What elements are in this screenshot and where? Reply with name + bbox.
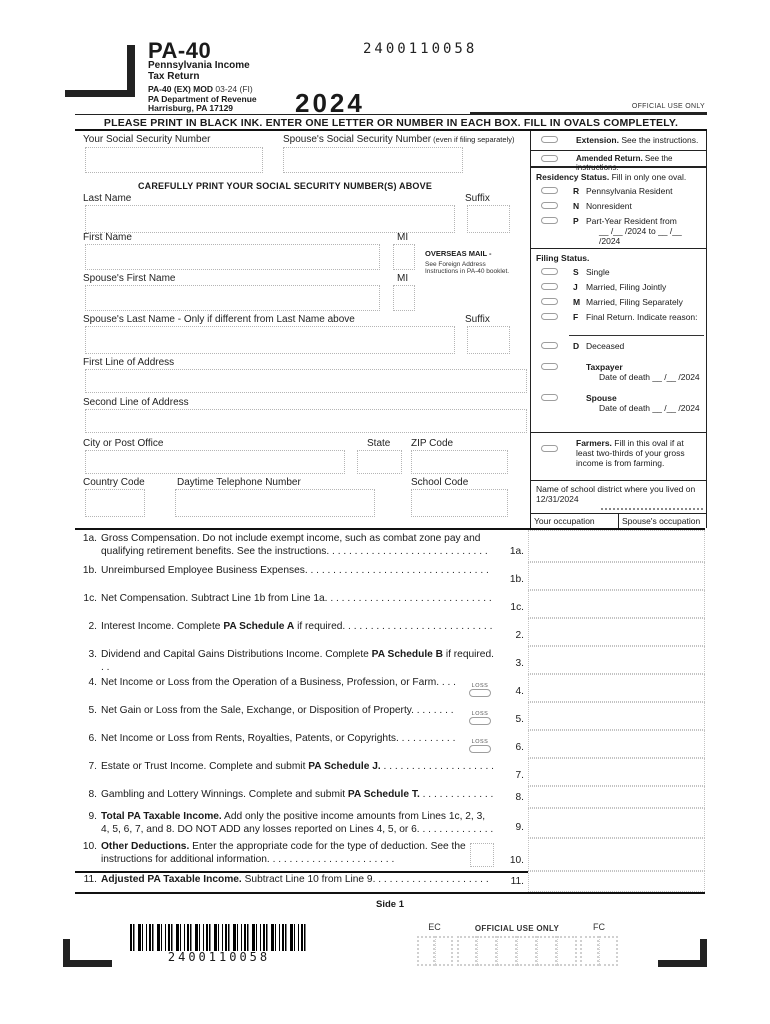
final-return-reason-line[interactable] — [569, 328, 704, 336]
amended-row — [531, 151, 706, 172]
dept-line2: Harrisburg, PA 17129 — [148, 103, 234, 113]
farmers-label: Farmers. — [576, 438, 612, 448]
option-label: Final Return. Indicate reason: — [586, 312, 698, 322]
line-number-start: 1b. — [82, 565, 97, 576]
option-label: Married, Filing Separately — [586, 297, 683, 307]
line-text: Gambling and Lottery Winnings. Complete and submit PA Schedule T. . . . . . . . . . . . . . — [101, 789, 494, 800]
filing-status-section — [531, 249, 706, 433]
amount-box-line-3[interactable] — [528, 646, 705, 674]
option-label: Part-Year Resident from — [586, 216, 677, 226]
line-row-1a — [75, 530, 705, 562]
address2-input[interactable] — [85, 409, 527, 433]
zip-input[interactable] — [411, 450, 508, 474]
phone-label: Daytime Telephone Number — [177, 477, 301, 488]
status-panel — [530, 131, 707, 528]
extension-note: See the instructions. — [618, 135, 699, 145]
taxpayer-death-oval[interactable] — [541, 363, 558, 370]
line-number-end: 11. — [510, 876, 524, 887]
line-row-9 — [75, 808, 705, 838]
state-label: State — [367, 438, 391, 449]
spouse-death-option — [531, 390, 706, 415]
option-code: R — [573, 186, 580, 196]
loss-label: LOSS — [471, 739, 489, 745]
filing-status-option-m — [531, 294, 706, 309]
line-number-start: 4. — [88, 677, 97, 688]
address1-label: First Line of Address — [83, 357, 175, 368]
line-number-start: 9. — [88, 811, 97, 822]
residency-title: Residency Status. — [536, 172, 610, 182]
line-text: Net Income or Loss from Rents, Royalties, Patents, or Copyrights. . . . . . . . . . . — [101, 733, 456, 744]
filing-status-oval-m[interactable] — [541, 298, 558, 305]
zip-label: ZIP Code — [411, 438, 454, 449]
residency-oval-p[interactable] — [541, 217, 558, 224]
spouse-ssn-note: (even if filing separately) — [431, 135, 515, 144]
line-number-end: 10. — [509, 855, 524, 866]
farmers-note: Fill in this oval if at least two-thirds of your gross income is from farming. — [576, 438, 685, 468]
official-use-boxes[interactable] — [457, 936, 577, 966]
option-label: Married, Filing Jointly — [586, 282, 667, 292]
line-number-start: 1a. — [82, 533, 97, 544]
line-number-end: 2. — [515, 630, 524, 641]
form-subtitle-line1: Pennsylvania Income — [148, 60, 250, 71]
barcode — [130, 924, 308, 951]
line-text: Gross Compensation. Do not include exempt income, such as combat zone pay and qualifying retirement benefits. See the instructions. . . . . . . . . . . . . . . . . . . . . . . . . . . . . — [101, 533, 488, 557]
filing-status-oval-s[interactable] — [541, 268, 558, 275]
spouse-death-label: Spouse — [586, 393, 617, 403]
line-number-start: 2. — [88, 621, 97, 632]
document-number: 2400110058 — [363, 41, 478, 57]
line-number-start: 6. — [88, 733, 97, 744]
print-instructions-banner: PLEASE PRINT IN BLACK INK. ENTER ONE LETTER OR NUMBER IN EACH BOX. FILL IN OVALS COMPLETELY. — [75, 114, 707, 131]
corner-mark-bottom-left-horizontal — [63, 960, 112, 967]
country-code-label: Country Code — [83, 477, 145, 488]
rule-above-line-11 — [75, 871, 528, 873]
spouse-death-oval[interactable] — [541, 394, 558, 401]
line-row-1b — [75, 562, 705, 590]
line-number-end: 5. — [515, 714, 524, 725]
deceased-oval[interactable] — [541, 342, 558, 349]
spouse-suffix-label: Suffix — [465, 314, 490, 325]
line-text: Adjusted PA Taxable Income. Subtract Line 10 from Line 9. . . . . . . . . . . . . . . . . . . . . — [101, 874, 489, 885]
line-number-end: 4. — [515, 686, 524, 697]
line-number-end: 3. — [515, 658, 524, 669]
last-name-input[interactable] — [85, 205, 455, 233]
form-title: PA-40 — [148, 38, 212, 63]
line-number-start: 8. — [88, 789, 97, 800]
taxpayer-death-option — [531, 359, 706, 384]
residency-oval-n[interactable] — [541, 202, 558, 209]
amount-box-line-2[interactable] — [528, 618, 705, 646]
ssn-input[interactable] — [85, 147, 263, 173]
amended-return-oval[interactable] — [541, 155, 558, 162]
spouse-last-name-input[interactable] — [85, 326, 455, 354]
extension-label: Extension. — [576, 135, 619, 145]
state-input[interactable] — [357, 450, 402, 474]
line-row-4 — [75, 674, 705, 702]
form-subtitle-line2: Tax Return — [148, 70, 200, 82]
school-code-input[interactable] — [411, 489, 508, 517]
spouse-occupation-label: Spouse's occupation — [622, 516, 701, 526]
line-text: Estate or Trust Income. Complete and submit PA Schedule J. . . . . . . . . . . . . . . . . . . . . — [101, 761, 494, 772]
city-input[interactable] — [85, 450, 345, 474]
form-subtitle — [148, 61, 250, 82]
residency-option-p — [531, 213, 706, 248]
filing-status-options — [531, 264, 706, 324]
amount-box-line-1b[interactable] — [528, 562, 705, 590]
your-occupation-label: Your occupation — [534, 516, 595, 526]
amount-box-line-7[interactable] — [528, 758, 705, 786]
suffix-label: Suffix — [465, 193, 490, 204]
loss-oval[interactable] — [469, 717, 491, 725]
first-name-label: First Name — [83, 232, 132, 243]
school-code-label: School Code — [411, 477, 469, 488]
ssn-label: Your Social Security Number — [83, 134, 211, 145]
loss-label: LOSS — [471, 683, 489, 689]
residency-options — [531, 183, 706, 248]
school-district-section — [531, 481, 706, 514]
amount-box-line-1a[interactable] — [528, 530, 705, 562]
income-lines-section — [75, 528, 705, 892]
line-number-end: 9. — [515, 822, 524, 833]
option-label: Pennsylvania Resident — [586, 186, 673, 196]
line-row-5 — [75, 702, 705, 730]
deceased-label: Deceased — [586, 341, 625, 351]
extension-row — [531, 131, 706, 151]
line-text: Net Compensation. Subtract Line 1b from Line 1a. . . . . . . . . . . . . . . . . . . . . . . . . . . . . . — [101, 593, 492, 604]
farmers-section — [531, 438, 706, 481]
form-version-bold: PA-40 (EX) MOD — [148, 84, 214, 94]
amount-box-line-5[interactable] — [528, 702, 705, 730]
option-code: P — [573, 216, 579, 226]
overseas-mail-note — [425, 250, 520, 276]
side-label: Side 1 — [376, 899, 404, 910]
line-number-end: 1b. — [509, 574, 524, 585]
spouse-mi-input[interactable] — [393, 285, 415, 311]
line-row-8 — [75, 786, 705, 808]
line-text: Dividend and Capital Gains Distributions Income. Complete PA Schedule B if required. . . — [101, 649, 494, 673]
line-number-end: 1c. — [510, 602, 524, 613]
line-text: Interest Income. Complete PA Schedule A if required. . . . . . . . . . . . . . . . . . . . . . . . . . . — [101, 621, 493, 632]
amount-box-line-1c[interactable] — [528, 590, 705, 618]
line-number-start: 10. — [82, 841, 97, 852]
loss-oval[interactable] — [469, 745, 491, 753]
filing-status-option-j — [531, 279, 706, 294]
school-district-input-line[interactable] — [601, 508, 703, 510]
option-sublabel: __ /__ /2024 to __ /__ /2024 — [599, 226, 682, 246]
taxpayer-death-label: Taxpayer — [586, 362, 623, 372]
spouse-mi-label: MI — [397, 273, 409, 284]
deduction-code-input[interactable] — [470, 843, 494, 867]
line-row-11 — [75, 871, 705, 892]
line-number-start: 11. — [83, 874, 97, 885]
residency-title-note: Fill in only one oval. — [609, 172, 687, 182]
fc-boxes[interactable] — [580, 936, 618, 966]
corner-mark-top-left-horizontal — [65, 90, 135, 97]
amount-box-line-9[interactable] — [528, 808, 705, 838]
line-number-start: 3. — [88, 649, 97, 660]
amount-box-line-6[interactable] — [528, 730, 705, 758]
amount-box-line-11[interactable] — [528, 871, 705, 892]
tax-year: 2024 — [295, 88, 365, 118]
line-row-6 — [75, 730, 705, 758]
overseas-mail-text: See Foreign Address Instructions in PA-40 booklet. — [425, 260, 510, 275]
line-number-start: 5. — [88, 705, 97, 716]
lines-bottom-rule — [75, 892, 705, 895]
amount-box-line-10[interactable] — [528, 838, 705, 871]
spouse-death-date: Date of death __ /__ /2024 — [599, 403, 700, 413]
residency-option-n — [531, 198, 706, 213]
option-label: Nonresident — [586, 201, 632, 211]
deduction-code-box-wrap — [470, 838, 498, 871]
line-number-end: 6. — [515, 742, 524, 753]
deceased-option — [531, 338, 706, 353]
filing-status-option-s — [531, 264, 706, 279]
loss-indicator — [462, 674, 498, 702]
ec-boxes[interactable] — [417, 936, 453, 966]
mi-input[interactable] — [393, 244, 415, 270]
address1-input[interactable] — [85, 369, 527, 393]
mi-label: MI — [397, 232, 409, 243]
farmers-oval[interactable] — [541, 445, 558, 452]
filing-status-oval-f[interactable] — [541, 313, 558, 320]
phone-input[interactable] — [175, 489, 375, 517]
fc-label: FC — [593, 922, 605, 932]
taxpayer-death-date: Date of death __ /__ /2024 — [599, 372, 700, 382]
line-number-start: 7. — [88, 761, 97, 772]
dept-line1: PA Department of Revenue — [148, 93, 257, 104]
option-code: N — [573, 201, 580, 211]
line-row-2 — [75, 618, 705, 646]
first-name-input[interactable] — [85, 244, 380, 270]
line-number-end: 1a. — [509, 546, 524, 557]
official-use-only-top: OFFICIAL USE ONLY — [631, 103, 705, 110]
line-row-7 — [75, 758, 705, 786]
spouse-ssn-label — [283, 134, 514, 145]
spouse-first-name-input[interactable] — [85, 285, 380, 311]
spouse-last-name-label: Spouse's Last Name - Only if different from Last Name above — [83, 314, 355, 325]
option-code: M — [573, 297, 581, 307]
taxpayer-identity-section — [75, 132, 530, 528]
spouse-ssn-input[interactable] — [283, 147, 463, 173]
filing-status-option-f — [531, 309, 706, 324]
residency-section — [531, 168, 706, 249]
line-number-end: 8. — [515, 792, 524, 803]
city-label: City or Post Office — [83, 438, 164, 449]
form-version-block — [148, 85, 257, 114]
line-number-end: 7. — [515, 770, 524, 781]
spouse-suffix-input[interactable] — [467, 326, 510, 354]
option-label: Single — [586, 267, 610, 277]
spouse-ssn-label-text: Spouse's Social Security Number — [283, 134, 432, 145]
overseas-mail-title: OVERSEAS MAIL - — [425, 249, 492, 258]
amended-return-label: Amended Return. — [576, 154, 643, 163]
line-text: Other Deductions. Enter the appropriate code for the type of deduction. See the instructions for additional information. . . . . . . . . . . . . . . . . . . . . . . — [101, 841, 466, 865]
spouse-first-name-label: Spouse's First Name — [83, 273, 176, 284]
line-row-10 — [75, 838, 705, 871]
last-name-label: Last Name — [83, 193, 132, 204]
form-version-rest: 03-24 (FI) — [213, 84, 253, 94]
residency-oval-r[interactable] — [541, 187, 558, 194]
barcode-number: 2400110058 — [167, 950, 271, 964]
line-text: Net Gain or Loss from the Sale, Exchange, or Disposition of Property. . . . . . . . — [101, 705, 454, 716]
official-use-only-footer: OFFICIAL USE ONLY — [474, 924, 560, 933]
amount-box-line-4[interactable] — [528, 674, 705, 702]
print-ssn-note: CAREFULLY PRINT YOUR SOCIAL SECURITY NUMBER(S) ABOVE — [137, 181, 433, 191]
amended-return-note: See the instructions. — [576, 154, 673, 172]
option-code: F — [573, 312, 579, 322]
loss-indicator — [462, 730, 498, 758]
option-code: S — [573, 267, 579, 277]
line-row-1c — [75, 590, 705, 618]
extension-oval[interactable] — [541, 136, 558, 143]
loss-label: LOSS — [471, 711, 489, 717]
country-code-input[interactable] — [85, 489, 145, 517]
address2-label: Second Line of Address — [83, 397, 189, 408]
suffix-input[interactable] — [467, 205, 510, 233]
line-text: Unreimbursed Employee Business Expenses. . . . . . . . . . . . . . . . . . . . . . . . . . . . . . . . . — [101, 565, 489, 576]
filing-status-title: Filing Status. — [536, 253, 590, 263]
line-text: Total PA Taxable Income. Add only the positive income amounts from Lines 1c, 2, 3, 4, 5, 6, 7, and 8. DO NOT ADD any losses reported on Lines 4, 5, or 6. . . . . . . . . . . . . . — [101, 811, 494, 835]
option-code: J — [573, 282, 578, 292]
corner-mark-bottom-right-horizontal — [658, 960, 707, 967]
loss-indicator — [462, 702, 498, 730]
line-number-start: 1c. — [83, 593, 97, 604]
line-row-3 — [75, 646, 705, 674]
residency-option-r — [531, 183, 706, 198]
filing-status-oval-j[interactable] — [541, 283, 558, 290]
amount-box-line-8[interactable] — [528, 786, 705, 808]
school-district-label: Name of school district where you lived on 12/31/2024 — [536, 484, 696, 504]
ec-label: EC — [428, 922, 441, 932]
line-text: Net Income or Loss from the Operation of a Business, Profession, or Farm. . . . — [101, 677, 457, 688]
deceased-code: D — [573, 341, 580, 351]
loss-oval[interactable] — [469, 689, 491, 697]
